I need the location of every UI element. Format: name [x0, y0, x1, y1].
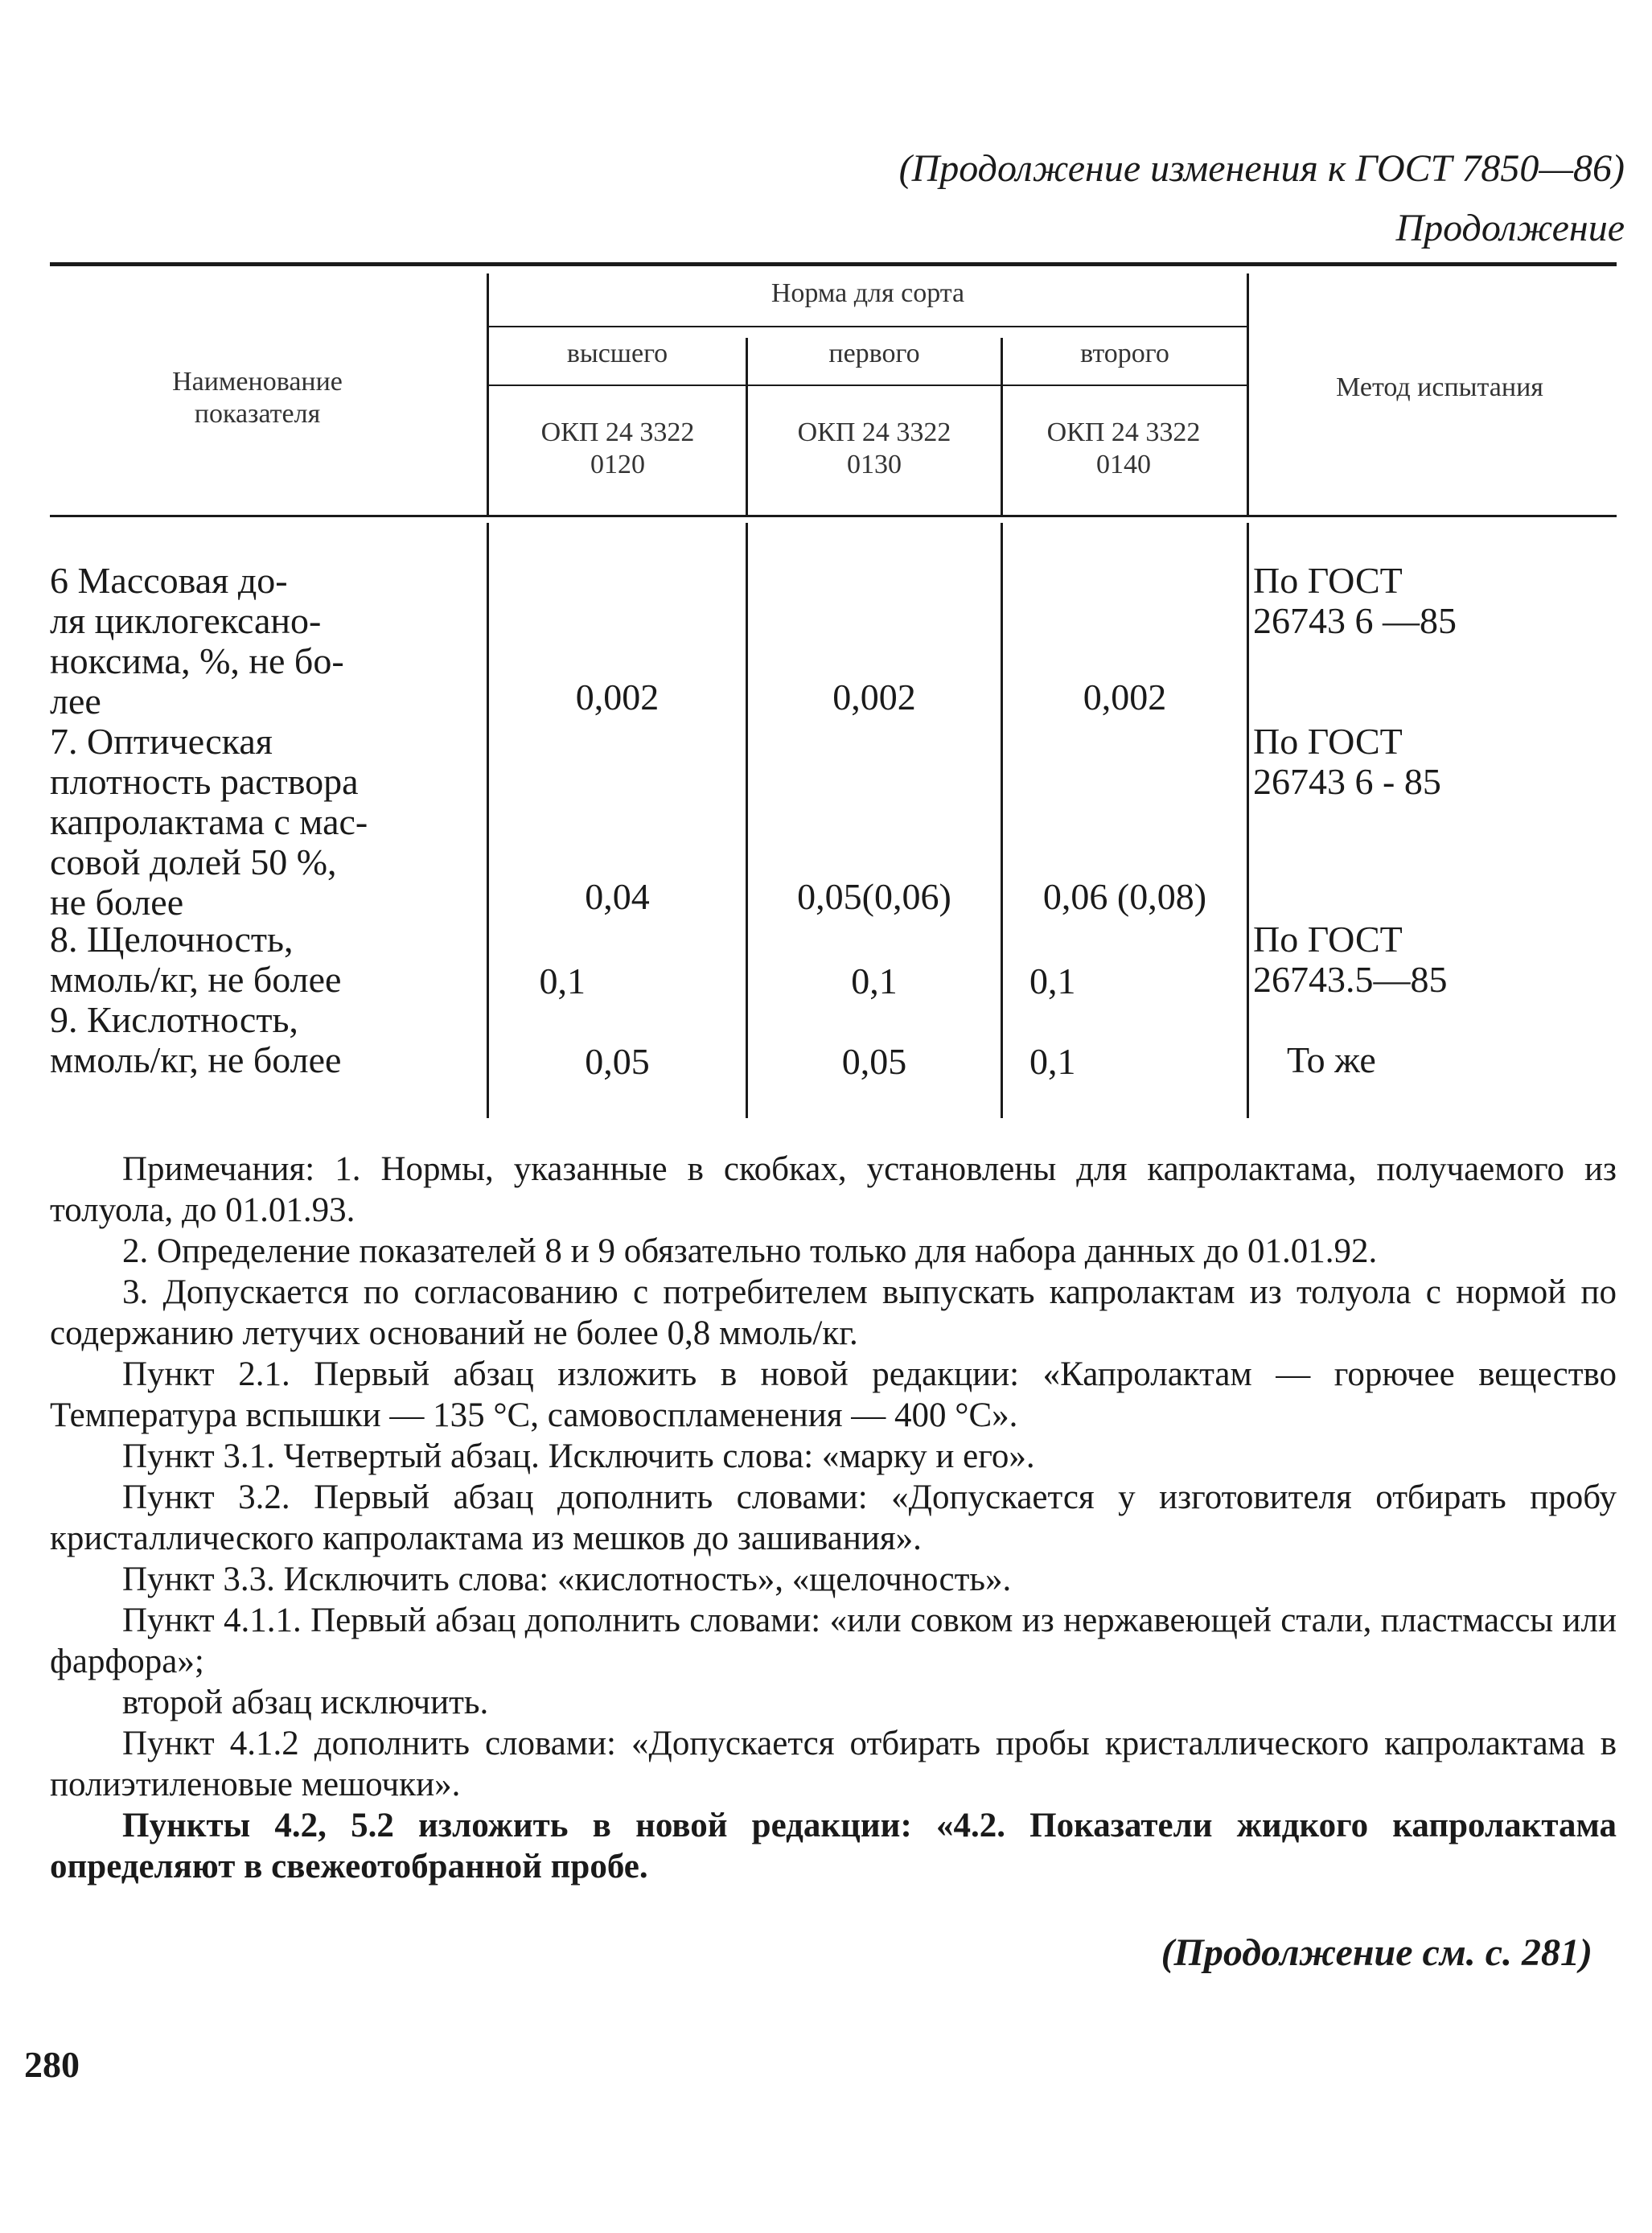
note-paragraph: Примечания: 1. Нормы, указанные в скобках, установлены для капролактама, получаемого из толуола, до 01.01.93. [50, 1150, 1617, 1229]
method-header: Метод испытания [1336, 372, 1543, 402]
table-cell-method: По ГОСТ 26743 6 —85 [1253, 560, 1457, 641]
table-cell-value: 0,1 [1029, 960, 1076, 1001]
table-row-name: 6 Массовая до- ля циклогексано- ноксима, %, не бо- лее [50, 560, 344, 722]
note-paragraph: второй абзац исключить. [122, 1684, 489, 1721]
note-paragraph: 2. Определение показателей 8 и 9 обязательно только для набора данных до 01.01.92. [122, 1232, 1378, 1270]
continuation-footer: (Продолжение см. с. 281) [1161, 1931, 1592, 1974]
grade-header-rule [489, 385, 1247, 386]
note-paragraph: Пункт 3.1. Четвертый абзац. Исключить слова: «марку и его». [122, 1437, 1035, 1475]
grade-name-1: высшего [566, 339, 668, 368]
grade-okp-2: ОКП 24 3322 0130 [797, 417, 951, 479]
table-cell-value: 0,002 [1083, 676, 1167, 718]
table-row-name: 7. Оптическая плотность раствора капролактама с мас- совой долей 50 %, не более [50, 721, 368, 923]
continuation-header: (Продолжение изменения к ГОСТ 7850—86) [898, 147, 1625, 190]
grade-okp-1: ОКП 24 3322 0120 [540, 417, 695, 479]
table-cell-value: 0,05 [585, 1041, 650, 1082]
table-cell-method: По ГОСТ 26743 6 - 85 [1253, 721, 1441, 802]
continuation-subtitle: Продолжение [1395, 207, 1625, 249]
table-cell-value: 0,002 [575, 676, 660, 718]
note-paragraph: Пункт 3.3. Исключить слова: «кислотность», «щелочность». [122, 1561, 1012, 1598]
table-vline-2-body [746, 523, 748, 1118]
table-cell-method: То же [1287, 1039, 1376, 1080]
table-cell-value: 0,002 [832, 676, 916, 718]
table-row-name: 9. Кислотность, ммоль/кг, не более [50, 999, 342, 1080]
norm-header: Норма для сорта [771, 278, 965, 308]
note-paragraph: Пункт 3.2. Первый абзац дополнить словами: «Допускается у изготовителя отбирать пробу кристаллического капролактама из мешков до зашивания». [50, 1478, 1617, 1557]
table-vline-4 [1247, 273, 1249, 515]
col-name-header: Наименование показателя [172, 367, 343, 429]
table-vline-1-body [487, 523, 489, 1118]
grade-okp-3: ОКП 24 3322 0140 [1046, 417, 1201, 479]
norm-header-rule [489, 326, 1247, 327]
note-paragraph: Пункт 2.1. Первый абзац изложить в новой редакции: «Капролактам — горючее вещество Температура вспышки — 135 °С, самовоспламенения — 400 °С». [50, 1355, 1617, 1434]
table-cell-value: 0,1 [539, 960, 586, 1001]
table-vline-1 [487, 273, 489, 515]
page-number: 280 [24, 2044, 80, 2085]
note-paragraph: 3. Допускается по согласованию с потребителем выпускать капролактам из толуола с нормой по содержанию летучих оснований не более 0,8 ммоль/кг. [50, 1273, 1617, 1352]
notes-block [50, 1149, 1617, 1887]
table-cell-value: 0,04 [585, 876, 650, 917]
note-paragraph: Пункт 4.1.2 дополнить словами: «Допускается отбирать пробы кристаллического капролактама в полиэтиленовые мешочки». [50, 1725, 1617, 1803]
grade-name-3: второго [1080, 339, 1169, 368]
note-paragraph: Пункты 4.2, 5.2 изложить в новой редакции: «4.2. Показатели жидкого капролактама определяют в свежеотобранной пробе. [50, 1807, 1617, 1886]
table-vline-3-body [1001, 523, 1003, 1118]
note-paragraph: Пункт 4.1.1. Первый абзац дополнить словами: «или совком из нержавеющей стали, пластмассы или фарфора»; [50, 1602, 1617, 1680]
table-header-bottom-rule [50, 515, 1617, 517]
table-vline-4-body [1247, 523, 1249, 1118]
table-cell-value: 0,05 [841, 1041, 907, 1082]
table-cell-value: 0,1 [1029, 1041, 1076, 1082]
table-cell-method: По ГОСТ 26743.5—85 [1253, 919, 1448, 1000]
table-row-name: 8. Щелочность, ммоль/кг, не более [50, 919, 342, 1000]
table-cell-value: 0,06 (0,08) [1042, 876, 1207, 917]
grade-name-2: первого [828, 339, 920, 368]
table-top-rule [50, 262, 1617, 266]
table-cell-value: 0,1 [851, 960, 898, 1001]
table-cell-value: 0,05(0,06) [797, 876, 951, 917]
